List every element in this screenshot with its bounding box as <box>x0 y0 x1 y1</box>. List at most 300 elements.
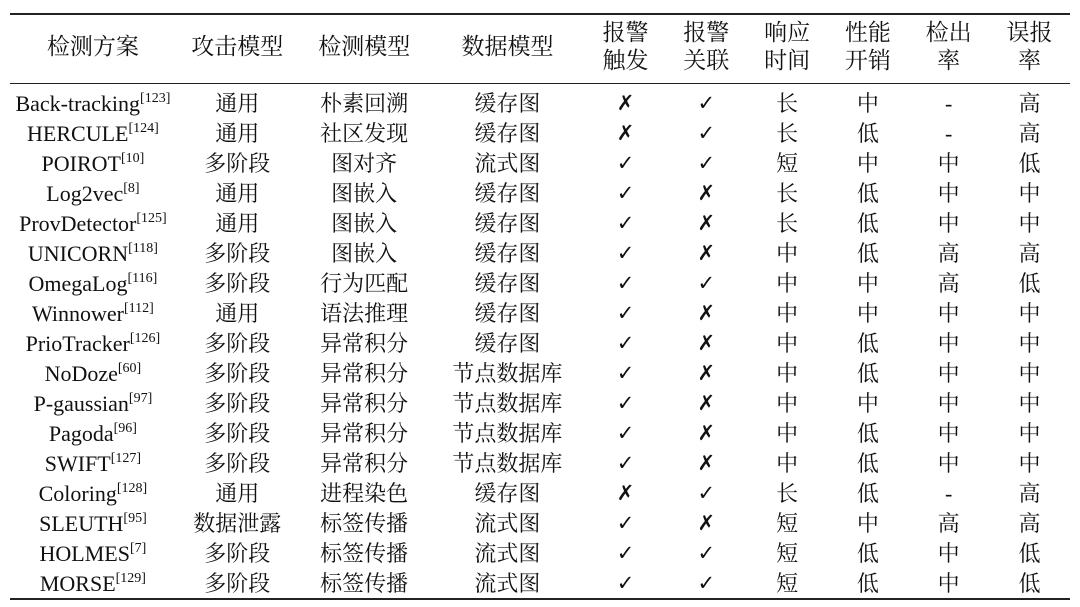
scheme-cell <box>10 118 176 148</box>
header-detect-model-label: 检测模型 <box>318 34 411 59</box>
scheme-cell-text: PrioTracker <box>25 330 130 356</box>
false-positive-rate-cell <box>989 538 1070 568</box>
table-row <box>10 84 1070 118</box>
attack-model-cell <box>176 568 299 598</box>
scheme-cell <box>10 478 176 508</box>
detection-rate-cell-text: 中 <box>937 150 960 176</box>
detect-model-cell-text: 标签传播 <box>320 540 409 566</box>
alert-trigger-cell-text: ✓ <box>616 211 635 235</box>
alert-trigger-cell-text: ✓ <box>616 301 635 325</box>
alert-trigger-cell <box>585 448 666 478</box>
detection-rate-cell-text: - <box>945 120 953 146</box>
comparison-table-container <box>10 13 1070 600</box>
attack-model-cell-text: 多阶段 <box>204 420 271 446</box>
header-row <box>10 15 1070 84</box>
alert-trigger-cell-text: ✓ <box>616 241 635 265</box>
alert-trigger-cell <box>585 84 666 118</box>
alert-trigger-cell-text: ✓ <box>616 541 635 565</box>
scheme-cell <box>10 568 176 598</box>
perf-overhead-cell-text: 低 <box>856 330 879 356</box>
detection-rate-cell <box>908 478 989 508</box>
data-model-cell-text: 流式图 <box>474 150 541 176</box>
alert-assoc-cell <box>666 538 747 568</box>
attack-model-cell-text: 多阶段 <box>204 330 271 356</box>
attack-model-cell-text: 多阶段 <box>204 450 271 476</box>
data-model-cell <box>430 328 585 358</box>
alert-assoc-cell <box>666 268 747 298</box>
attack-model-cell <box>176 208 299 238</box>
attack-model-cell-text: 通用 <box>215 120 260 146</box>
alert-trigger-cell-text: ✓ <box>616 331 635 355</box>
table-row <box>10 178 1070 208</box>
header-perf-overhead <box>827 15 908 84</box>
attack-model-cell-text: 多阶段 <box>204 360 271 386</box>
false-positive-rate-cell-text: 中 <box>1018 390 1041 416</box>
false-positive-rate-cell-text: 中 <box>1018 360 1041 386</box>
data-model-cell <box>430 298 585 328</box>
detect-model-cell-text: 标签传播 <box>320 570 409 596</box>
detect-model-cell-text: 异常积分 <box>320 330 409 356</box>
scheme-cell-text: Pagoda <box>48 420 114 446</box>
false-positive-rate-cell <box>989 478 1070 508</box>
response-time-cell <box>747 238 828 268</box>
data-model-cell <box>430 148 585 178</box>
detect-model-cell-text: 异常积分 <box>320 420 409 446</box>
detection-rate-cell-text: 中 <box>937 570 960 596</box>
attack-model-cell-text: 通用 <box>215 90 260 116</box>
response-time-cell <box>747 208 828 238</box>
data-model-cell-text: 缓存图 <box>474 180 541 206</box>
response-time-cell-text: 短 <box>776 540 799 566</box>
detection-rate-cell-text: 高 <box>937 270 960 296</box>
detect-model-cell-text: 社区发现 <box>320 120 409 146</box>
false-positive-rate-cell-text: 高 <box>1018 480 1041 506</box>
scheme-cell-text: OmegaLog <box>28 270 128 296</box>
data-model-cell-text: 缓存图 <box>474 300 541 326</box>
detect-model-cell-text: 标签传播 <box>320 510 409 536</box>
detection-rate-cell-text: 高 <box>937 510 960 536</box>
alert-trigger-cell-text: ✗ <box>616 481 635 505</box>
detect-model-cell <box>299 84 430 118</box>
false-positive-rate-cell-text: 低 <box>1018 540 1041 566</box>
alert-assoc-cell <box>666 148 747 178</box>
bottom-rule <box>10 598 1070 599</box>
response-time-cell-text: 中 <box>776 450 799 476</box>
response-time-cell <box>747 418 828 448</box>
header-perf-line1: 性能 <box>844 20 891 45</box>
perf-overhead-cell <box>827 448 908 478</box>
response-time-cell <box>747 388 828 418</box>
scheme-cell-text: P-gaussian <box>33 390 129 416</box>
perf-overhead-cell <box>827 568 908 598</box>
attack-model-cell-text: 多阶段 <box>204 150 271 176</box>
citation-ref: [126] <box>129 330 161 346</box>
detection-rate-cell-text: 中 <box>937 420 960 446</box>
response-time-cell <box>747 568 828 598</box>
alert-assoc-cell <box>666 388 747 418</box>
table-row <box>10 478 1070 508</box>
detection-rate-cell <box>908 508 989 538</box>
false-positive-rate-cell-text: 中 <box>1018 180 1041 206</box>
perf-overhead-cell <box>827 508 908 538</box>
false-positive-rate-cell <box>989 508 1070 538</box>
data-model-cell-text: 流式图 <box>474 510 541 536</box>
detect-model-cell <box>299 568 430 598</box>
response-time-cell <box>747 538 828 568</box>
response-time-cell-text: 中 <box>776 240 799 266</box>
scheme-cell <box>10 388 176 418</box>
scheme-cell-text: Winnower <box>32 300 124 326</box>
detection-rate-cell-text: 中 <box>937 450 960 476</box>
perf-overhead-cell <box>827 478 908 508</box>
alert-assoc-cell-text: ✓ <box>697 541 716 565</box>
response-time-cell-text: 长 <box>776 210 799 236</box>
data-model-cell-text: 流式图 <box>474 570 541 596</box>
alert-trigger-cell <box>585 268 666 298</box>
table-row <box>10 298 1070 328</box>
response-time-cell <box>747 328 828 358</box>
attack-model-cell <box>176 238 299 268</box>
false-positive-rate-cell <box>989 328 1070 358</box>
alert-assoc-cell-text: ✗ <box>697 181 716 205</box>
data-model-cell <box>430 268 585 298</box>
perf-overhead-cell <box>827 418 908 448</box>
false-positive-rate-cell <box>989 148 1070 178</box>
table-row <box>10 538 1070 568</box>
detection-rate-cell-text: - <box>945 480 953 506</box>
alert-assoc-cell-text: ✓ <box>697 271 716 295</box>
header-scheme-label: 检测方案 <box>46 34 139 59</box>
detect-model-cell <box>299 538 430 568</box>
alert-assoc-cell <box>666 418 747 448</box>
alert-assoc-cell-text: ✓ <box>697 151 716 175</box>
false-positive-rate-cell <box>989 118 1070 148</box>
response-time-cell <box>747 478 828 508</box>
detection-scheme-comparison-table <box>10 13 1070 600</box>
alert-trigger-cell-text: ✗ <box>616 121 635 145</box>
detect-model-cell-text: 图嵌入 <box>331 210 398 236</box>
citation-ref: [60] <box>117 360 142 376</box>
response-time-cell-text: 中 <box>776 270 799 296</box>
table-row <box>10 208 1070 238</box>
data-model-cell-text: 流式图 <box>474 540 541 566</box>
citation-ref: [127] <box>110 450 142 466</box>
false-positive-rate-cell-text: 中 <box>1018 330 1041 356</box>
perf-overhead-cell <box>827 238 908 268</box>
alert-assoc-cell <box>666 298 747 328</box>
alert-assoc-cell <box>666 238 747 268</box>
alert-trigger-cell-text: ✓ <box>616 181 635 205</box>
response-time-cell-text: 长 <box>776 480 799 506</box>
perf-overhead-cell-text: 中 <box>856 270 879 296</box>
detect-model-cell <box>299 298 430 328</box>
attack-model-cell <box>176 328 299 358</box>
attack-model-cell <box>176 298 299 328</box>
data-model-cell-text: 节点数据库 <box>452 420 563 446</box>
scheme-cell <box>10 508 176 538</box>
table-row <box>10 388 1070 418</box>
detection-rate-cell-text: 中 <box>937 390 960 416</box>
detect-model-cell <box>299 268 430 298</box>
detect-model-cell-text: 异常积分 <box>320 450 409 476</box>
detection-rate-cell <box>908 238 989 268</box>
data-model-cell-text: 节点数据库 <box>452 450 563 476</box>
alert-assoc-cell <box>666 478 747 508</box>
alert-trigger-cell <box>585 328 666 358</box>
citation-ref: [129] <box>115 570 146 586</box>
false-positive-rate-cell-text: 高 <box>1018 510 1041 536</box>
data-model-cell-text: 缓存图 <box>474 120 541 146</box>
false-positive-rate-cell <box>989 298 1070 328</box>
scheme-cell-text: SLEUTH <box>39 510 124 536</box>
table-row <box>10 148 1070 178</box>
citation-ref: [97] <box>128 390 153 406</box>
perf-overhead-cell <box>827 358 908 388</box>
header-response-line1: 响应 <box>764 20 811 45</box>
detect-model-cell-text: 朴素回溯 <box>320 90 409 116</box>
scheme-cell <box>10 178 176 208</box>
alert-assoc-cell-text: ✓ <box>697 571 716 595</box>
alert-assoc-cell <box>666 118 747 148</box>
perf-overhead-cell <box>827 84 908 118</box>
alert-trigger-cell-text: ✓ <box>616 151 635 175</box>
perf-overhead-cell <box>827 148 908 178</box>
response-time-cell <box>747 268 828 298</box>
false-positive-rate-cell-text: 中 <box>1018 450 1041 476</box>
detect-model-cell <box>299 208 430 238</box>
false-positive-rate-cell-text: 高 <box>1018 90 1041 116</box>
citation-ref: [112] <box>123 300 154 316</box>
alert-assoc-cell-text: ✗ <box>697 211 716 235</box>
alert-assoc-cell <box>666 358 747 388</box>
attack-model-cell-text: 多阶段 <box>204 570 271 596</box>
perf-overhead-cell-text: 低 <box>856 240 879 266</box>
response-time-cell <box>747 84 828 118</box>
detection-rate-cell <box>908 148 989 178</box>
false-positive-rate-cell-text: 中 <box>1018 210 1041 236</box>
citation-ref: [128] <box>116 480 148 496</box>
header-false-rate-line2: 率 <box>1018 48 1042 73</box>
data-model-cell <box>430 358 585 388</box>
data-model-cell <box>430 178 585 208</box>
attack-model-cell <box>176 118 299 148</box>
response-time-cell <box>747 358 828 388</box>
header-scheme <box>10 15 176 84</box>
perf-overhead-cell-text: 中 <box>856 90 879 116</box>
perf-overhead-cell <box>827 388 908 418</box>
alert-trigger-cell-text: ✓ <box>616 511 635 535</box>
detection-rate-cell <box>908 568 989 598</box>
scheme-cell-text: UNICORN <box>27 240 129 266</box>
detection-rate-cell-text: 高 <box>937 240 960 266</box>
attack-model-cell <box>176 268 299 298</box>
false-positive-rate-cell <box>989 358 1070 388</box>
false-positive-rate-cell-text: 中 <box>1018 420 1041 446</box>
scheme-cell <box>10 268 176 298</box>
table-row <box>10 418 1070 448</box>
scheme-cell-text: SWIFT <box>44 450 111 476</box>
response-time-cell <box>747 118 828 148</box>
alert-assoc-cell-text: ✗ <box>697 421 716 445</box>
data-model-cell <box>430 118 585 148</box>
perf-overhead-cell-text: 低 <box>856 540 879 566</box>
response-time-cell-text: 长 <box>776 90 799 116</box>
data-model-cell-text: 缓存图 <box>474 210 541 236</box>
header-response-time <box>747 15 828 84</box>
detection-rate-cell-text: 中 <box>937 360 960 386</box>
citation-ref: [118] <box>128 240 158 256</box>
citation-ref: [116] <box>127 270 158 286</box>
perf-overhead-cell <box>827 538 908 568</box>
perf-overhead-cell <box>827 328 908 358</box>
detection-rate-cell <box>908 448 989 478</box>
response-time-cell-text: 短 <box>776 150 799 176</box>
header-perf-line2: 开销 <box>844 48 891 73</box>
perf-overhead-cell-text: 低 <box>856 450 879 476</box>
alert-assoc-cell-text: ✗ <box>697 301 716 325</box>
scheme-cell <box>10 538 176 568</box>
citation-ref: [95] <box>123 510 147 526</box>
header-alert-assoc-line2: 关联 <box>683 48 730 73</box>
false-positive-rate-cell <box>989 268 1070 298</box>
header-alert-assoc-line1: 报警 <box>683 20 730 45</box>
detection-rate-cell <box>908 118 989 148</box>
perf-overhead-cell-text: 中 <box>856 510 879 536</box>
scheme-cell-text: Log2vec <box>46 180 124 206</box>
detect-model-cell <box>299 148 430 178</box>
detect-model-cell <box>299 448 430 478</box>
response-time-cell <box>747 508 828 538</box>
alert-assoc-cell-text: ✓ <box>697 91 716 115</box>
data-model-cell-text: 缓存图 <box>474 330 541 356</box>
perf-overhead-cell <box>827 178 908 208</box>
alert-assoc-cell-text: ✗ <box>697 511 716 535</box>
attack-model-cell-text: 通用 <box>215 210 260 236</box>
scheme-cell <box>10 84 176 118</box>
attack-model-cell <box>176 388 299 418</box>
false-positive-rate-cell <box>989 448 1070 478</box>
alert-trigger-cell-text: ✓ <box>616 271 635 295</box>
attack-model-cell-text: 多阶段 <box>204 390 271 416</box>
data-model-cell-text: 节点数据库 <box>452 360 563 386</box>
perf-overhead-cell-text: 低 <box>856 120 879 146</box>
data-model-cell <box>430 388 585 418</box>
header-detect-rate-line2: 率 <box>937 48 961 73</box>
data-model-cell <box>430 508 585 538</box>
response-time-cell-text: 中 <box>776 360 799 386</box>
detect-model-cell <box>299 418 430 448</box>
data-model-cell <box>430 538 585 568</box>
perf-overhead-cell-text: 中 <box>856 300 879 326</box>
perf-overhead-cell-text: 中 <box>856 390 879 416</box>
detect-model-cell-text: 进程染色 <box>320 480 409 506</box>
data-model-cell-text: 缓存图 <box>474 240 541 266</box>
perf-overhead-cell-text: 低 <box>856 210 879 236</box>
detect-model-cell <box>299 478 430 508</box>
scheme-cell-text: HOLMES <box>39 540 130 566</box>
table-row <box>10 268 1070 298</box>
attack-model-cell-text: 通用 <box>215 480 260 506</box>
detection-rate-cell-text: 中 <box>937 300 960 326</box>
scheme-cell-text: ProvDetector <box>19 210 137 236</box>
alert-assoc-cell <box>666 508 747 538</box>
header-data-model <box>430 15 585 84</box>
data-model-cell-text: 缓存图 <box>474 90 541 116</box>
data-model-cell <box>430 568 585 598</box>
detection-rate-cell <box>908 418 989 448</box>
detection-rate-cell <box>908 538 989 568</box>
alert-trigger-cell <box>585 388 666 418</box>
attack-model-cell-text: 数据泄露 <box>193 510 282 536</box>
attack-model-cell-text: 多阶段 <box>204 270 271 296</box>
alert-trigger-cell-text: ✓ <box>616 451 635 475</box>
data-model-cell-text: 缓存图 <box>474 270 541 296</box>
response-time-cell-text: 长 <box>776 180 799 206</box>
false-positive-rate-cell <box>989 388 1070 418</box>
detect-model-cell <box>299 358 430 388</box>
alert-assoc-cell-text: ✗ <box>697 361 716 385</box>
data-model-cell-text: 缓存图 <box>474 480 541 506</box>
citation-ref: [10] <box>120 150 145 166</box>
alert-assoc-cell <box>666 568 747 598</box>
response-time-cell-text: 中 <box>776 420 799 446</box>
data-model-cell-text: 节点数据库 <box>452 390 563 416</box>
header-data-model-label: 数据模型 <box>461 34 554 59</box>
detection-rate-cell <box>908 388 989 418</box>
false-positive-rate-cell-text: 低 <box>1018 270 1041 296</box>
detect-model-cell <box>299 118 430 148</box>
perf-overhead-cell <box>827 268 908 298</box>
perf-overhead-cell-text: 低 <box>856 420 879 446</box>
detect-model-cell-text: 异常积分 <box>320 390 409 416</box>
scheme-cell-text: NoDoze <box>44 360 118 386</box>
scheme-cell <box>10 148 176 178</box>
perf-overhead-cell <box>827 298 908 328</box>
false-positive-rate-cell <box>989 208 1070 238</box>
response-time-cell-text: 短 <box>776 510 799 536</box>
scheme-cell <box>10 238 176 268</box>
detect-model-cell-text: 语法推理 <box>320 300 409 326</box>
attack-model-cell <box>176 538 299 568</box>
alert-assoc-cell <box>666 208 747 238</box>
false-positive-rate-cell-text: 低 <box>1018 150 1041 176</box>
table-row <box>10 358 1070 388</box>
response-time-cell <box>747 148 828 178</box>
perf-overhead-cell-text: 低 <box>856 360 879 386</box>
detect-model-cell <box>299 178 430 208</box>
header-false-rate-line1: 误报 <box>1006 20 1053 45</box>
detection-rate-cell-text: - <box>945 90 953 116</box>
detect-model-cell <box>299 238 430 268</box>
detection-rate-cell-text: 中 <box>937 540 960 566</box>
detection-rate-cell <box>908 208 989 238</box>
attack-model-cell-text: 多阶段 <box>204 240 271 266</box>
response-time-cell-text: 短 <box>776 570 799 596</box>
false-positive-rate-cell <box>989 238 1070 268</box>
attack-model-cell <box>176 148 299 178</box>
citation-ref: [8] <box>123 180 140 196</box>
alert-trigger-cell-text: ✗ <box>616 91 635 115</box>
detect-model-cell-text: 图对齐 <box>331 150 398 176</box>
attack-model-cell-text: 通用 <box>215 180 260 206</box>
perf-overhead-cell-text: 中 <box>856 150 879 176</box>
false-positive-rate-cell-text: 高 <box>1018 240 1041 266</box>
header-response-line2: 时间 <box>764 48 811 73</box>
header-alert-assoc <box>666 15 747 84</box>
detection-rate-cell <box>908 268 989 298</box>
scheme-cell <box>10 448 176 478</box>
citation-ref: [7] <box>129 540 147 556</box>
